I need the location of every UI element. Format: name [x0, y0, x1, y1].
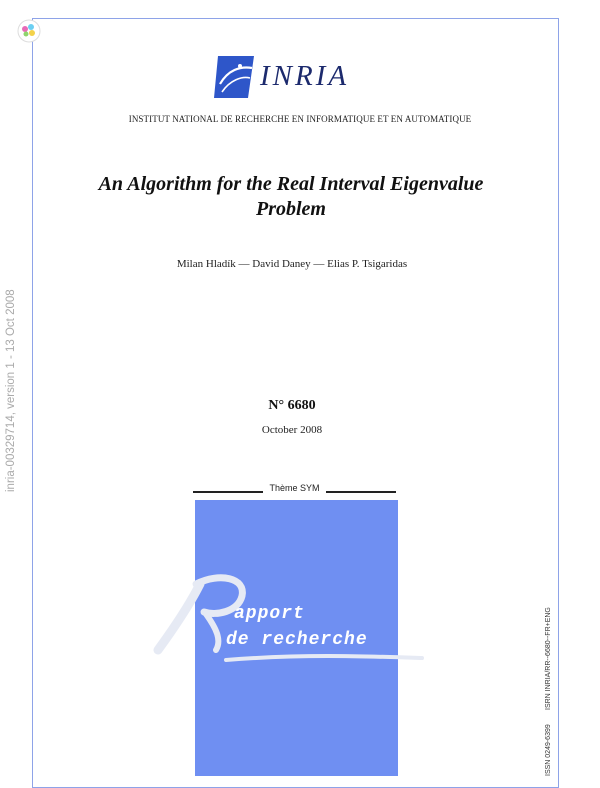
institute-name: INSTITUT NATIONAL DE RECHERCHE EN INFORMATIQUE ET EN AUTOMATIQUE	[128, 114, 472, 124]
rapport-word: apport	[234, 604, 305, 624]
isrn-code: ISRN INRIA/RR--6680--FR+ENG	[545, 607, 552, 710]
archive-identifier: inria-00329714, version 1 - 13 Oct 2008	[5, 289, 17, 492]
hal-archive-icon	[16, 18, 42, 44]
theme-label: Thème SYM	[269, 483, 320, 493]
theme-bar	[193, 483, 396, 497]
de-recherche-word: de recherche	[226, 630, 368, 650]
authors-line: Milan Hladík — David Daney — Elias P. Tsigaridas	[176, 258, 408, 270]
report-date: October 2008	[261, 424, 323, 436]
issn-code: ISSN 0249-6399	[545, 724, 552, 776]
theme-rule-right	[326, 491, 396, 493]
report-title: An Algorithm for the Real Interval Eigenvalue Problem	[98, 173, 484, 220]
inria-wordmark: INRIA	[260, 60, 350, 92]
report-number: N° 6680	[268, 398, 316, 413]
